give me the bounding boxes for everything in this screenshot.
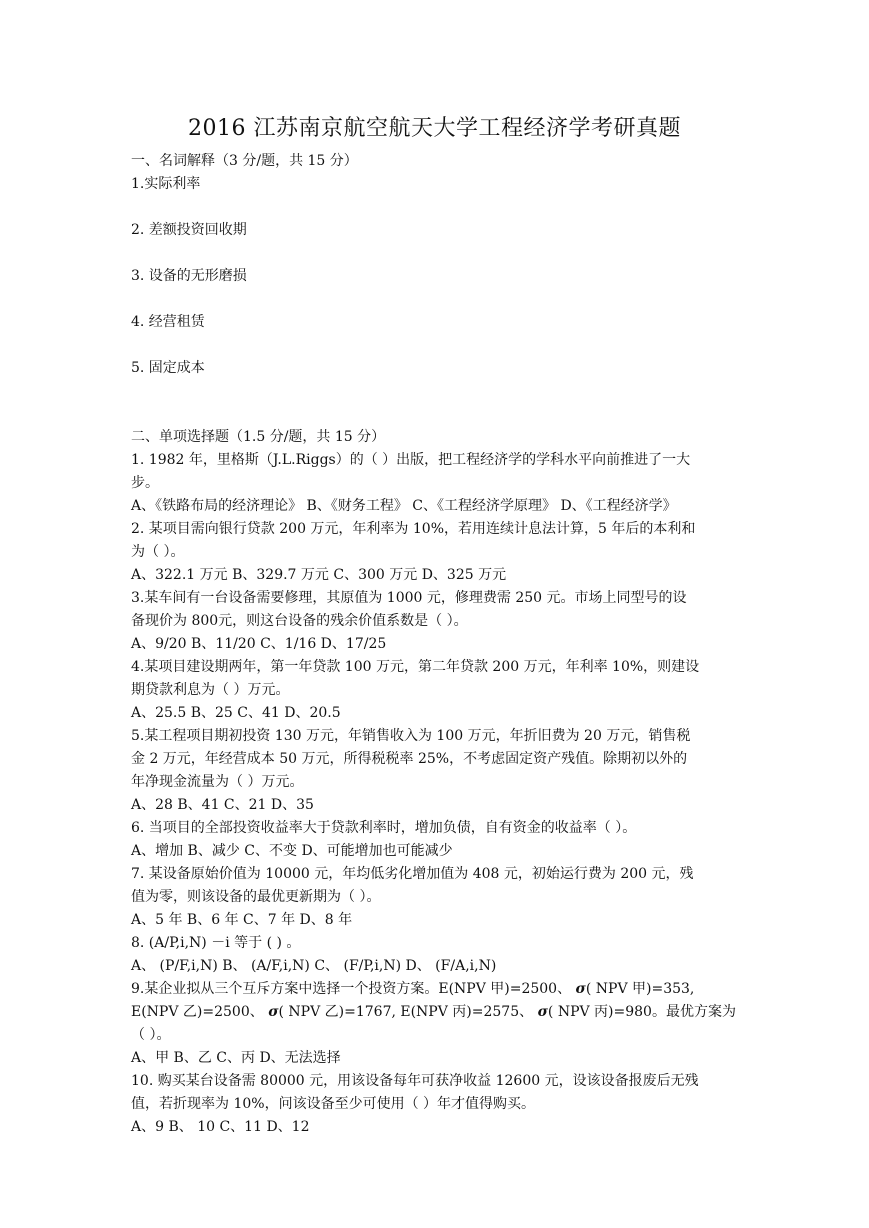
- question-1-line-1: 1. 1982 年，里格斯（J.L.Riggs）的（ ）出版，把工程经济学的学科水平向前推进了一大: [131, 452, 691, 468]
- page-title: 2016 江苏南京航空航天大学工程经济学考研真题: [188, 116, 681, 141]
- document-body: [131, 150, 739, 1139]
- question-7-line-1: 7. 某设备原始价值为 10000 元，年均低劣化增加值为 408 元，初始运行费为 200 元，残: [131, 866, 694, 882]
- question-10-options: A、9 B、 10 C、11 D、12: [131, 1119, 310, 1135]
- question-2-line-2: 为（ ）。: [131, 544, 185, 560]
- question-9-line-2: [131, 1001, 739, 1024]
- term-4: 4. 经营租赁: [131, 314, 205, 330]
- question-7-options: A、5 年 B、6 年 C、7 年 D、8 年: [131, 912, 353, 928]
- question-9-text-c: E(NPV 乙)=2500、: [131, 1004, 264, 1020]
- term-2: 2. 差额投资回收期: [131, 222, 247, 238]
- question-9-line-1: [131, 978, 739, 1001]
- question-3-options: A、9/20 B、11/20 C、1/16 D、17/25: [131, 636, 387, 652]
- question-5-line-2: 金 2 万元，年经营成本 50 万元，所得税税率 25%，不考虑固定资产残值。除期初以外的: [131, 751, 688, 767]
- question-6-line-1: 6. 当项目的全部投资收益率大于贷款利率时，增加负债，自有资金的收益率（ ）。: [131, 820, 637, 836]
- sigma-symbol: σ: [575, 981, 586, 997]
- question-2-line-1: 2. 某项目需向银行贷款 200 万元，年利率为 10%，若用连续计息法计算，5 年后的本利和: [131, 521, 696, 537]
- question-2-options: A、322.1 万元 B、329.7 万元 C、300 万元 D、325 万元: [131, 567, 507, 583]
- term-5: 5. 固定成本: [131, 360, 205, 376]
- term-1: 1.实际利率: [131, 176, 201, 192]
- question-9-text-a: 9.某企业拟从三个互斥方案中选择一个投资方案。E(NPV 甲)=2500、: [131, 981, 572, 997]
- question-3-line-2: 备现价为 800元，则这台设备的残余价值系数是（ ）。: [131, 613, 468, 629]
- question-10-line-2: 值，若折现率为 10%，问该设备至少可使用（ ）年才值得购买。: [131, 1096, 536, 1112]
- question-1-options: A、《铁路布局的经济理论》 B、《财务工程》 C、《工程经济学原理》 D、《工程经济学》: [131, 498, 677, 514]
- question-9-options: A、甲 B、乙 C、丙 D、无法选择: [131, 1050, 341, 1066]
- section-spacer: [131, 403, 739, 426]
- question-4-line-1: 4.某项目建设期两年，第一年贷款 100 万元，第二年贷款 200 万元，年利率 10%，则建设: [131, 659, 700, 675]
- question-9-text-b: ( NPV 甲)=353,: [585, 981, 695, 997]
- question-10-line-1: 10. 购买某台设备需 80000 元，用该设备每年可获净收益 12600 元，设该设备报废后无残: [131, 1073, 699, 1089]
- question-6-options: A、增加 B、减少 C、不变 D、可能增加也可能减少: [131, 843, 453, 859]
- section1-heading: 一、名词解释（3 分/题，共 15 分）: [131, 153, 358, 169]
- question-4-line-2: 期贷款利息为（ ）万元。: [131, 682, 290, 698]
- question-7-line-2: 值为零，则该设备的最优更新期为（ ）。: [131, 889, 381, 905]
- term-3: 3. 设备的无形磨损: [131, 268, 247, 284]
- question-3-line-1: 3.某车间有一台设备需要修理，其原值为 1000 元，修理费需 250 元。市场上同型号的设: [131, 590, 687, 606]
- sigma-symbol: σ: [537, 1004, 548, 1020]
- question-9-line-3: （ ）。: [131, 1027, 171, 1043]
- question-9-text-d: ( NPV 乙)=1767, E(NPV 丙)=2575、: [278, 1004, 534, 1020]
- question-5-options: A、28 B、41 C、21 D、35: [131, 797, 314, 813]
- section2-heading: 二、单项选择题（1.5 分/题，共 15 分）: [131, 429, 386, 445]
- question-1-line-2: 步。: [131, 475, 159, 491]
- question-9-text-e: ( NPV 丙)=980。最优方案为: [547, 1004, 736, 1020]
- question-5-line-3: 年净现金流量为（ ）万元。: [131, 774, 304, 790]
- sigma-symbol: σ: [268, 1004, 279, 1020]
- question-4-options: A、25.5 B、25 C、41 D、20.5: [131, 705, 341, 721]
- question-8-options: A、 (P/F,i,N) B、 (A/F,i,N) C、 (F/P,i,N) D、 (F/A,i,N): [131, 958, 497, 974]
- question-8-line-1: 8. (A/P,i,N) －i 等于 ( ) 。: [131, 935, 301, 951]
- question-5-line-1: 5.某工程项目期初投资 130 万元，年销售收入为 100 万元，年折旧费为 20 万元，销售税: [131, 728, 691, 744]
